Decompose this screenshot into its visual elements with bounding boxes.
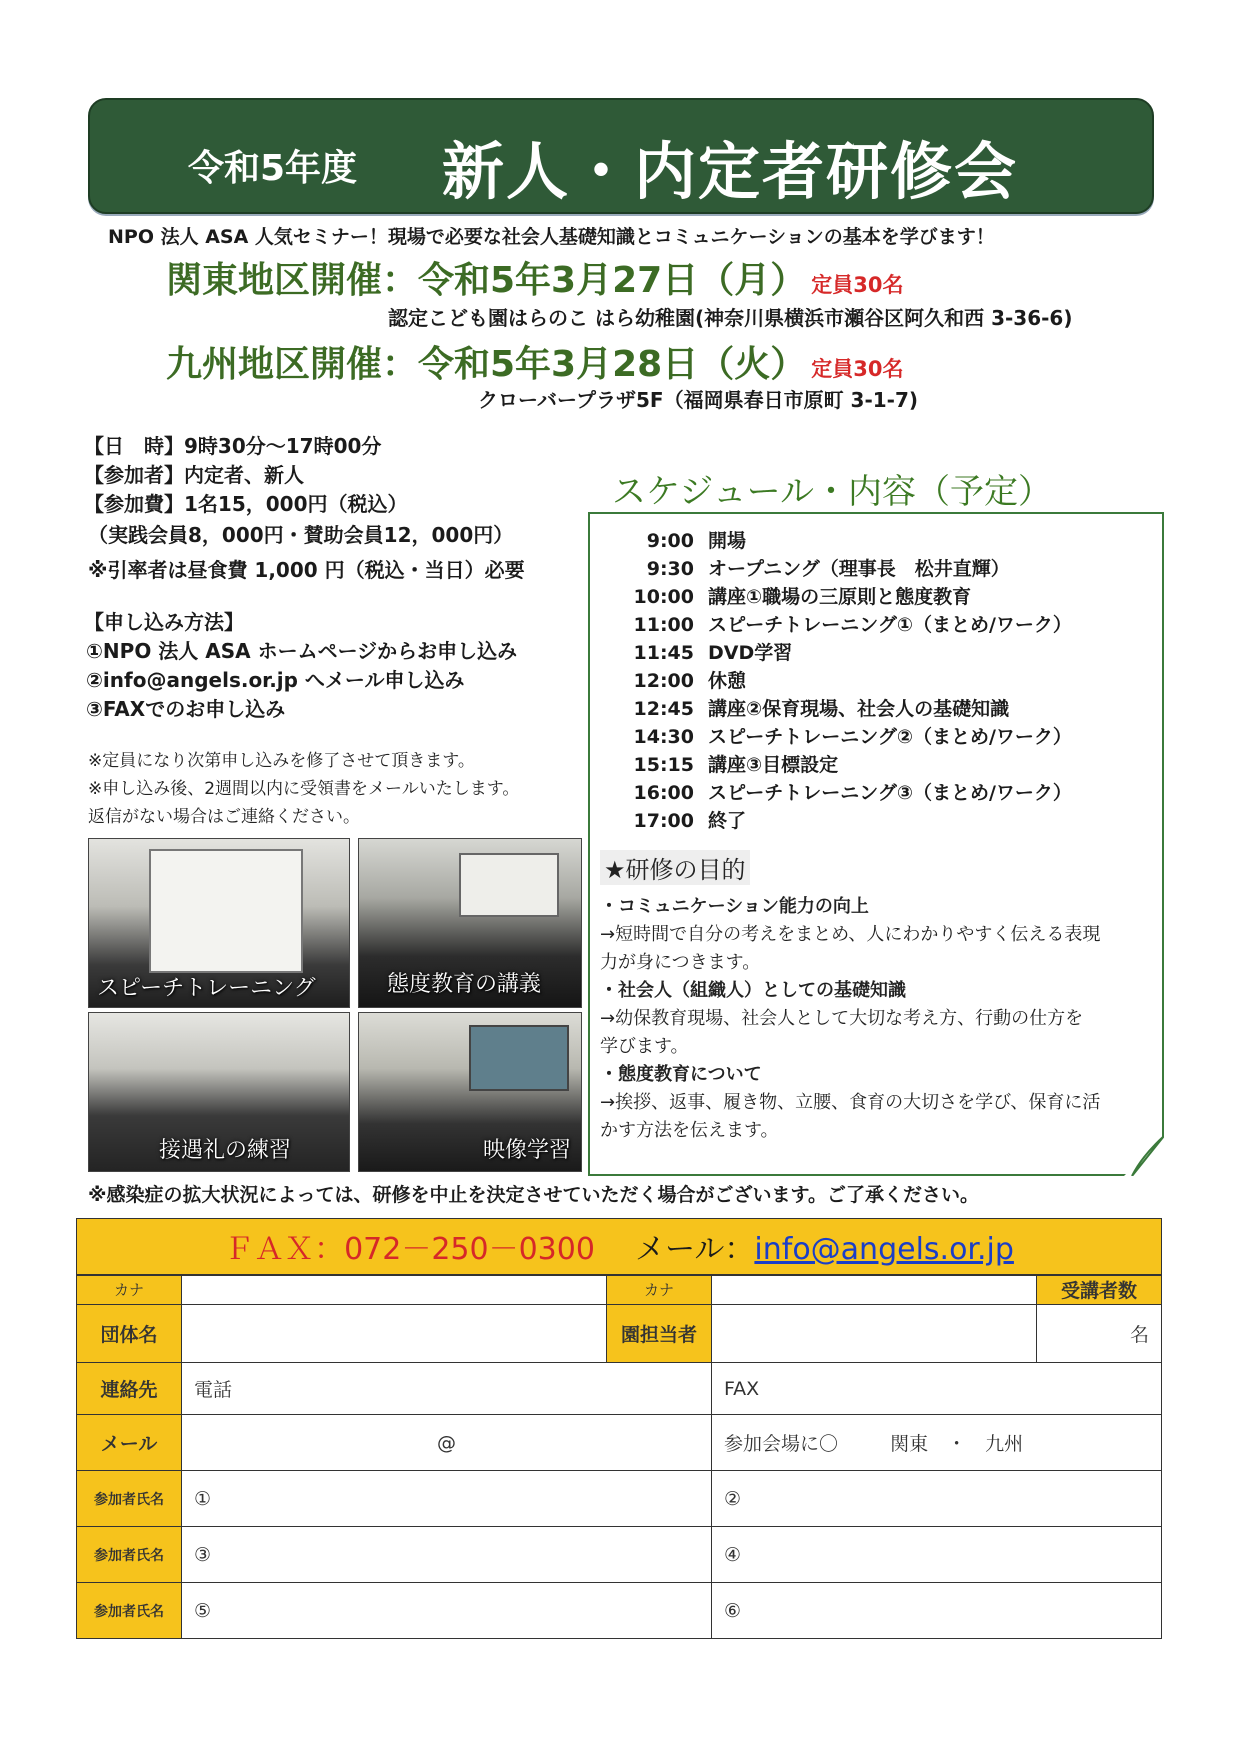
schedule-item: 16:00 スピーチトレーニング③（まとめ/ワーク） bbox=[633, 782, 1072, 804]
photo-window bbox=[149, 849, 303, 973]
participant-field-1[interactable]: ① bbox=[182, 1471, 712, 1527]
apply-method-fax: ③FAXでのお申し込み bbox=[86, 697, 286, 721]
apply-note: 返信がない場合はご連絡ください。 bbox=[88, 807, 360, 827]
detail-member-fee: （実践会員8，000円・賛助会員12，000円） bbox=[88, 523, 514, 547]
group-name-field[interactable] bbox=[182, 1305, 607, 1363]
detail-fee: 【参加費】1名15，000円（税込） bbox=[84, 492, 408, 516]
kana-label: カナ bbox=[607, 1275, 712, 1305]
venue-choice-field[interactable] bbox=[712, 1415, 1162, 1471]
event-kyushu-label: 九州地区開催：令和5年3月28日（火） bbox=[166, 344, 807, 385]
contact-person-field[interactable] bbox=[712, 1305, 1037, 1363]
detail-lunch: ※引率者は昼食費 1,000 円（税込・当日）必要 bbox=[88, 558, 525, 582]
photo-screen bbox=[459, 853, 559, 917]
apply-note: ※申し込み後、2週間以内に受領書をメールいたします。 bbox=[88, 779, 520, 799]
photo-video-learning bbox=[358, 1012, 582, 1172]
cancellation-notice: ※感染症の拡大状況によっては、研修を中止を決定させていただく場合がございます。ご了承ください。 bbox=[88, 1184, 979, 1206]
purpose-line: ・態度教育について bbox=[600, 1064, 762, 1085]
fax-field[interactable] bbox=[712, 1363, 1162, 1415]
email-label: メール bbox=[77, 1415, 182, 1471]
application-form bbox=[76, 1218, 1162, 1639]
photo-caption: スピーチトレーニング bbox=[97, 976, 316, 1001]
purpose-line: →挨拶、返事、履き物、立腰、食育の大切さを学び、保育に活 bbox=[600, 1092, 1101, 1113]
participant-field-2[interactable]: ② bbox=[712, 1471, 1162, 1527]
photo-caption: 接遇礼の練習 bbox=[159, 1138, 292, 1163]
venue-choice-label: 参加会場に〇 bbox=[724, 1433, 839, 1455]
kana-label: カナ bbox=[77, 1275, 182, 1305]
photo-screen bbox=[469, 1025, 569, 1091]
schedule-item: 17:00 終了 bbox=[633, 810, 747, 832]
page-curl-icon bbox=[1124, 1136, 1164, 1176]
participant-field-5[interactable]: ⑤ bbox=[182, 1583, 712, 1639]
event-kyushu-venue: クローバープラザ5F（福岡県春日市原町 3-1-7) bbox=[478, 388, 919, 412]
phone-label: 電話 bbox=[194, 1379, 233, 1401]
venue-options: 関東 ・ 九州 bbox=[890, 1433, 1024, 1455]
contact-person-label: 園担当者 bbox=[607, 1305, 712, 1363]
purpose-line: かす方法を伝えます。 bbox=[600, 1120, 779, 1141]
apply-note: ※定員になり次第申し込みを修了させて頂きます。 bbox=[88, 751, 475, 771]
purpose-line: 力が身につきます。 bbox=[600, 952, 761, 973]
event-kyushu-capacity: 定員30名 bbox=[811, 357, 904, 381]
group-kana-field[interactable] bbox=[182, 1275, 607, 1305]
participant-label: 参加者氏名 bbox=[77, 1583, 182, 1639]
event-kanto-venue: 認定こども園はらのこ はら幼稚園(神奈川県横浜市瀬谷区阿久和西 3-36-6) bbox=[388, 306, 1073, 330]
event-kanto-capacity: 定員30名 bbox=[811, 273, 904, 297]
purpose-line: →短時間で自分の考えをまとめ、人にわかりやすく伝える表現 bbox=[600, 924, 1101, 945]
purpose-line: →幼保教育現場、社会人として大切な考え方、行動の仕方を bbox=[600, 1008, 1084, 1029]
apply-method-mail: ②info@angels.or.jp へメール申し込み bbox=[86, 668, 465, 692]
participant-label: 参加者氏名 bbox=[77, 1471, 182, 1527]
detail-datetime: 【日 時】9時30分～17時00分 bbox=[84, 434, 382, 458]
purpose-line: ・社会人（組織人）としての基礎知識 bbox=[600, 980, 906, 1001]
mail-label: メール： bbox=[635, 1232, 755, 1268]
purpose-title: ★研修の目的 bbox=[600, 850, 750, 885]
title-banner bbox=[88, 98, 1154, 214]
phone-field[interactable] bbox=[182, 1363, 712, 1415]
photo-manners-practice bbox=[88, 1012, 350, 1172]
contact-kana-field[interactable] bbox=[712, 1275, 1037, 1305]
purpose-line: 学びます。 bbox=[600, 1036, 689, 1057]
participant-field-3[interactable]: ③ bbox=[182, 1527, 712, 1583]
schedule-item: 10:00 講座①職場の三原則と態度教育 bbox=[633, 586, 972, 608]
count-unit: 名 bbox=[1129, 1324, 1149, 1346]
apply-title: 【申し込み方法】 bbox=[84, 610, 244, 634]
group-name-label: 団体名 bbox=[77, 1305, 182, 1363]
attendee-count-label: 受講者数 bbox=[1037, 1275, 1162, 1305]
fax-number: ＦＡＸ：072－250－0300 bbox=[224, 1232, 595, 1268]
event-kanto bbox=[166, 252, 904, 303]
schedule-item: 11:00 スピーチトレーニング①（まとめ/ワーク） bbox=[633, 614, 1072, 636]
participant-field-4[interactable]: ④ bbox=[712, 1527, 1162, 1583]
email-field[interactable] bbox=[182, 1415, 712, 1471]
photo-attitude-lecture bbox=[358, 838, 582, 1008]
purpose-line: ・コミュニケーション能力の向上 bbox=[600, 896, 869, 917]
attendee-count-field[interactable] bbox=[1037, 1305, 1162, 1363]
apply-method-web: ①NPO 法人 ASA ホームページからお申し込み bbox=[86, 639, 518, 663]
photo-caption: 態度教育の講義 bbox=[387, 972, 542, 997]
contact-label: 連絡先 bbox=[77, 1363, 182, 1415]
at-sign: @ bbox=[437, 1431, 456, 1454]
form-header bbox=[77, 1219, 1162, 1275]
schedule-item: 9:00 開場 bbox=[646, 530, 747, 552]
page-title: 新人・内定者研修会 bbox=[442, 135, 1019, 208]
photo-speech-training bbox=[88, 838, 350, 1008]
schedule-box bbox=[588, 512, 1164, 1176]
schedule-item: 11:45 DVD学習 bbox=[633, 642, 793, 664]
photo-caption: 映像学習 bbox=[483, 1138, 572, 1163]
schedule-item: 9:30 オープニング（理事長 松井直輝） bbox=[646, 558, 1010, 580]
subtitle: NPO 法人 ASA 人気セミナー！現場で必要な社会人基礎知識とコミュニケーションの基本を学びます！ bbox=[108, 226, 995, 248]
participant-label: 参加者氏名 bbox=[77, 1527, 182, 1583]
fax-label: FAX bbox=[724, 1377, 760, 1400]
mail-link[interactable]: info@angels.or.jp bbox=[754, 1232, 1014, 1268]
event-kanto-label: 関東地区開催：令和5年3月27日（月） bbox=[166, 260, 807, 301]
schedule-title: スケジュール・内容（予定） bbox=[612, 472, 1052, 512]
participant-field-6[interactable]: ⑥ bbox=[712, 1583, 1162, 1639]
schedule-item: 15:15 講座③目標設定 bbox=[633, 754, 839, 776]
schedule-item: 14:30 スピーチトレーニング②（まとめ/ワーク） bbox=[633, 726, 1072, 748]
schedule-item: 12:45 講座②保育現場、社会人の基礎知識 bbox=[633, 698, 1010, 720]
banner-prefix: 令和5年度 bbox=[188, 148, 358, 189]
detail-participants: 【参加者】内定者、新人 bbox=[84, 463, 304, 487]
event-kyushu bbox=[166, 336, 904, 387]
schedule-item: 12:00 休憩 bbox=[633, 670, 747, 692]
